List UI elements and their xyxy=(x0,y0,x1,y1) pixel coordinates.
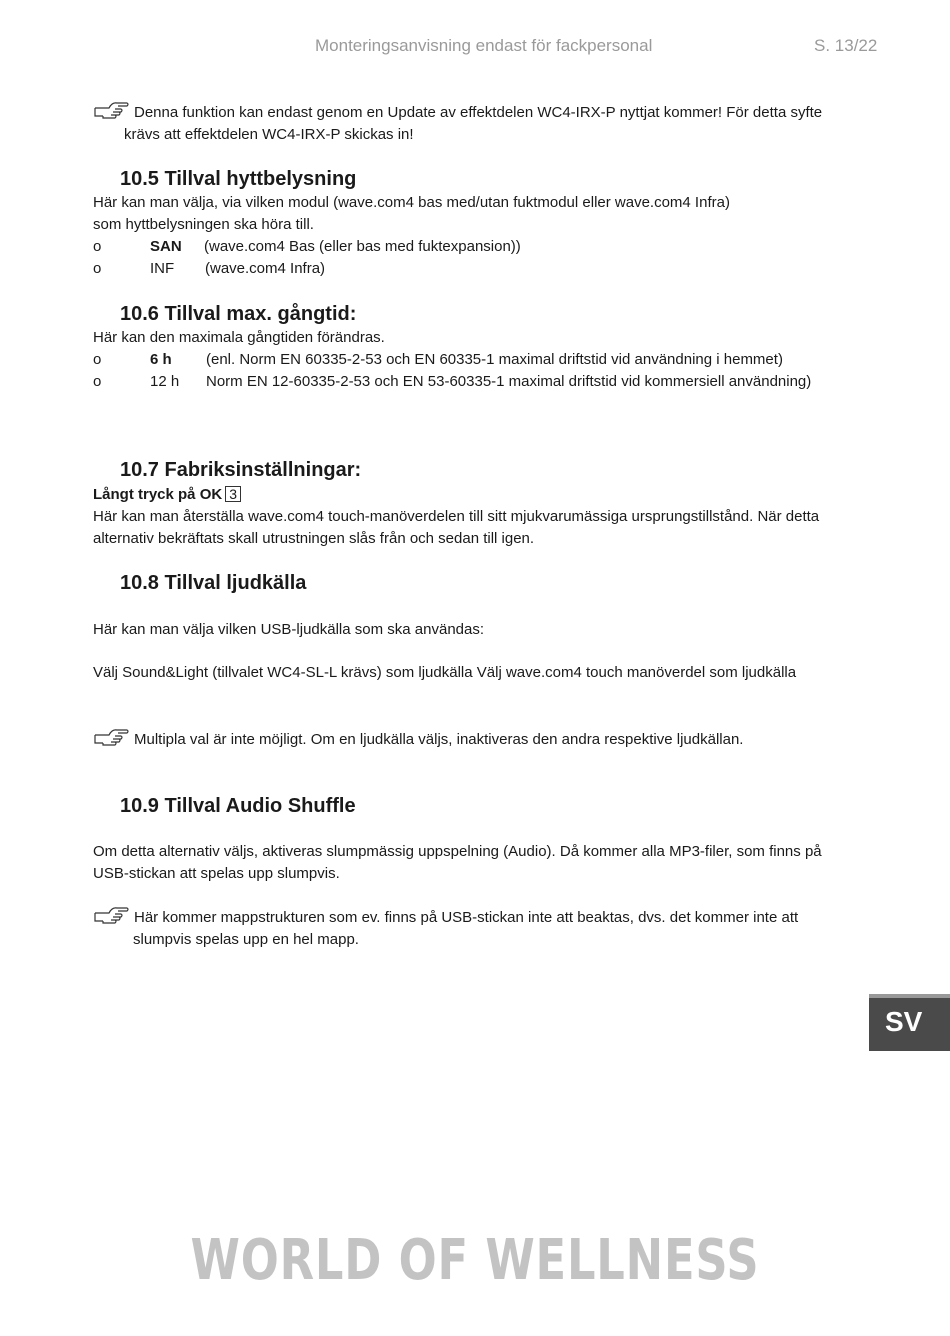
heading-10-8: 10.8 Tillval ljudkälla xyxy=(120,572,307,594)
pointing-hand-icon xyxy=(93,727,129,747)
page-number: S. 13/22 xyxy=(814,36,878,55)
option-text: (wave.com4 Bas (eller bas med fuktexpansion)) xyxy=(204,238,521,255)
option-key: INF xyxy=(150,260,175,277)
note-sound-source-text: Multipla val är inte möjligt. Om en ljudkälla väljs, inaktiveras den andra respektive ljudkällan. xyxy=(134,731,744,748)
s107-body xyxy=(93,484,860,550)
s108-line2: Välj Sound&Light (tillvalet WC4-SL-L krävs) som ljudkälla Välj wave.com4 touch manöverdel som ljudkälla xyxy=(93,664,797,681)
note-update-line2: krävs att effektdelen WC4-IRX-P skickas in! xyxy=(124,126,414,143)
s105-line2: som hyttbelysningen ska höra till. xyxy=(93,216,314,233)
bullet: o xyxy=(93,260,102,277)
heading-10-6: 10.6 Tillval max. gångtid: xyxy=(120,303,357,325)
s106-line1: Här kan den maximala gångtiden förändras. xyxy=(93,329,385,346)
language-tab-label: SV xyxy=(885,1006,923,1037)
note-update-line1: Denna funktion kan endast genom en Update av effektdelen WC4-IRX-P nyttjat kommer! För detta syfte xyxy=(134,104,823,121)
option-text: (enl. Norm EN 60335-2-53 och EN 60335-1 maximal driftstid vid användning i hemmet) xyxy=(206,351,783,368)
option-key: SAN xyxy=(150,238,182,255)
option-key: 6 h xyxy=(150,351,172,368)
heading-10-7: 10.7 Fabriksinställningar: xyxy=(120,459,362,481)
bullet: o xyxy=(93,373,102,390)
s108-line1: Här kan man välja vilken USB-ljudkälla som ska användas: xyxy=(93,621,485,638)
s109-line1: Om detta alternativ väljs, aktiveras slumpmässig uppspelning (Audio). Då kommer alla MP3-filer, som finns på xyxy=(93,843,822,860)
option-text: Norm EN 12-60335-2-53 och EN 53-60335-1 maximal driftstid vid kommersiell användning) xyxy=(206,373,812,390)
option-key: 12 h xyxy=(150,373,180,390)
heading-10-9: 10.9 Tillval Audio Shuffle xyxy=(120,795,356,817)
s105-line1: Här kan man välja, via vilken modul (wave.com4 bas med/utan fuktmodul eller wave.com4 Infra) xyxy=(93,194,730,211)
ok-key-badge: 3 xyxy=(225,486,241,502)
option-text: (wave.com4 Infra) xyxy=(205,260,326,277)
note-sound-source xyxy=(93,729,860,751)
note-shuffle-line2: slumpvis spelas upp en hel mapp. xyxy=(133,931,359,948)
s109-body xyxy=(93,841,860,885)
bullet: o xyxy=(93,238,102,255)
pointing-hand-icon xyxy=(93,100,129,120)
s107-subhead-text: Långt tryck på OK xyxy=(93,486,223,503)
note-update xyxy=(93,102,860,146)
bullet: o xyxy=(93,351,102,368)
language-tab xyxy=(869,994,950,1051)
s109-line2: USB-stickan att spelas upp slumpvis. xyxy=(93,865,340,882)
s107-line1: Här kan man återställa wave.com4 touch-manöverdelen till sitt mjukvarumässiga ursprungstillstånd. När detta xyxy=(93,508,820,525)
heading-10-5: 10.5 Tillval hyttbelysning xyxy=(120,168,357,190)
note-shuffle xyxy=(93,907,860,951)
pointing-hand-icon xyxy=(93,905,129,925)
s105-body xyxy=(93,192,860,236)
note-shuffle-line1: Här kommer mappstrukturen som ev. finns på USB-stickan inte att beaktas, dvs. det kommer inte att xyxy=(134,909,799,926)
s107-subhead xyxy=(93,484,860,506)
s107-line2: alternativ bekräftats skall utrustningen slås från och sedan till igen. xyxy=(93,530,535,547)
footer-brand: WORLD OF WELLNESS xyxy=(190,1228,760,1293)
page-header-title: Monteringsanvisning endast för fackpersonal xyxy=(315,36,653,55)
